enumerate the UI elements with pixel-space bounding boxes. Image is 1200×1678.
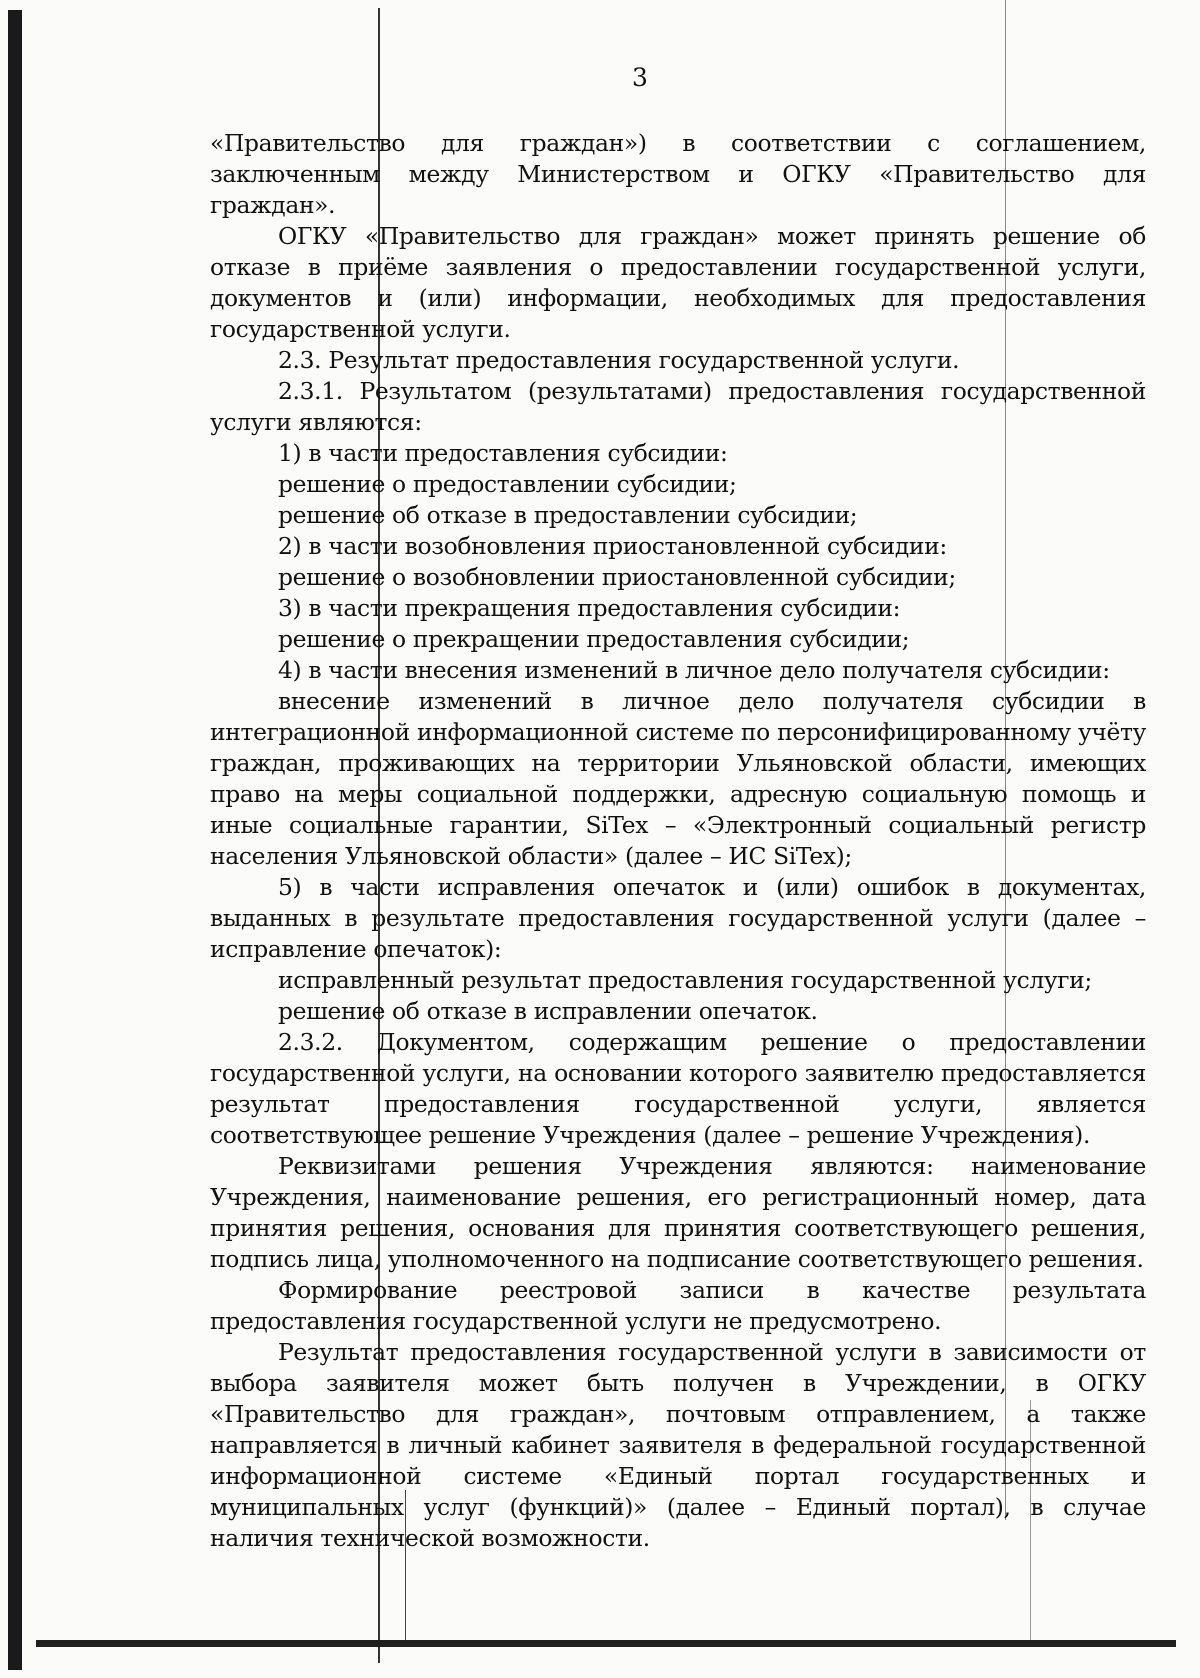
document-body [210,128,1146,1554]
paragraph: Реквизитами решения Учреждения являются: наименование Учреждения, наименование решения, его регистрационный номер, дата принятия решения, основания для принятия соответствующего решения, подпись лица, уполномоченного на подписание соответствующего решения. [210,1152,1146,1273]
paragraph: внесение изменений в личное дело получателя субсидии в интеграционной информационной системе по персонифицированному учёту граждан, проживающих на территории Ульяновской области, имеющих право на меры социальной поддержки, адресную социальную помощь и иные социальные гарантии, SiTex – «Электронный социальный регистр населения Ульяновской области» (далее – ИС SiTex); [210,687,1146,870]
list-item: решение о прекращении предоставления субсидии; [278,625,910,653]
paragraph: ОГКУ «Правительство для граждан» может принять решение об отказе в приёме заявления о предоставлении государственной услуги, документов и (или) информации, необходимых для предоставления государственной услуги. [210,222,1146,343]
list-item: решение об отказе в предоставлении субсидии; [278,501,858,529]
list-item: 1) в части предоставления субсидии: [278,439,728,467]
list-item: решение об отказе в исправлении опечаток. [278,997,818,1025]
list-item: 3) в части прекращения предоставления субсидии: [278,594,901,622]
paragraph: Формирование реестровой записи в качестве результата предоставления государственной услуги не предусмотрено. [210,1276,1146,1335]
paragraph: «Правительство для граждан») в соответствии с соглашением, заключенным между Министерством и ОГКУ «Правительство для граждан». [210,129,1146,219]
list-item: решение о возобновлении приостановленной субсидии; [278,563,956,591]
section-heading: 2.3. Результат предоставления государственной услуги. [278,346,960,374]
paragraph: 5) в части исправления опечаток и (или) ошибок в документах, выданных в результате предоставления государственной услуги (далее – исправление опечаток): [210,873,1146,963]
scan-edge-shadow [8,10,22,1670]
list-item: исправленный результат предоставления государственной услуги; [278,966,1092,994]
list-item: решение о предоставлении субсидии; [278,470,737,498]
paragraph: Результат предоставления государственной услуги в зависимости от выбора заявителя может быть получен в Учреждении, в ОГКУ «Правительство для граждан», почтовым отправлением, а также направляется в личный кабинет заявителя в федеральной государственной информационной системе «Единый портал государственных и муниципальных услуг (функций)» (далее – Единый портал), в случае наличия технической возможности. [210,1338,1146,1552]
paragraph: 2.3.1. Результатом (результатами) предоставления государственной услуги являются: [210,377,1146,436]
paragraph: 2.3.2. Документом, содержащим решение о предоставлении государственной услуги, на основании которого заявителю предоставляется результат предоставления государственной услуги, является соответствующее решение Учреждения (далее – решение Учреждения). [210,1028,1146,1149]
list-item: 2) в части возобновления приостановленной субсидии: [278,532,947,560]
list-item: 4) в части внесения изменений в личное дело получателя субсидии: [278,656,1110,684]
page-number: 3 [632,63,648,92]
scan-bottom-edge [36,1640,1176,1647]
